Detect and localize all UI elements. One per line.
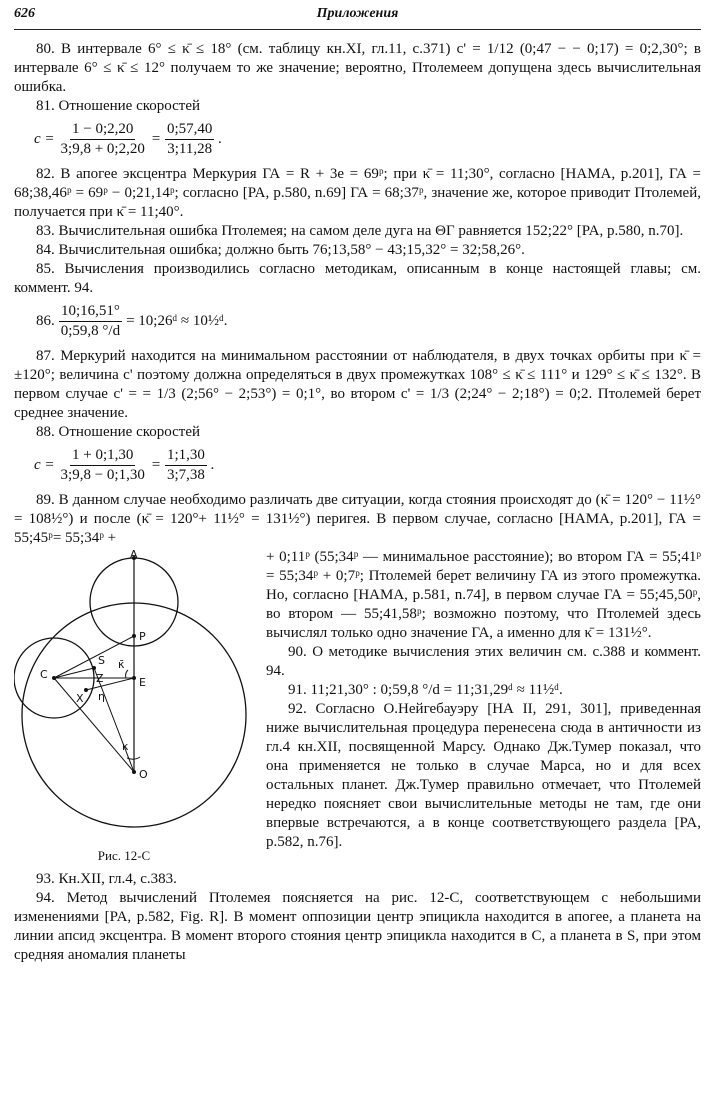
denominator: 3;9,8 − 0;1,30 [60, 467, 145, 483]
note-92: 92. Согласно О.Нейгебауэру [НА II, 291, 301], приведенная ниже вычислительная процедура перенесена сюда в античности из гл.4 кн.XII, посвященной Марсу. Однако Дж.Тумер показал, что она применяется не только в случае Марса, но и для всех остальных планет. Дж.Тумер правильно отмечает, что Птолемей нередко поясняет свои вычислительные методы не там, где они впервые встречаются, а в конце соответствующего раздела [PA, p.582, n.76]. [266, 701, 701, 850]
note-80: 80. В интервале 6° ≤ κ̄ ≤ 18° (см. таблицу кн.XI, гл.11, с.371) c' = 1/12 (0;47 − − 0;17) = 0;2,30°; в интервале 6° ≤ κ̄ ≤ 12° получаем то же значение; вероятно, Птолемеем допущена здесь вычислительная ошибка. [14, 41, 701, 95]
label-o: O [139, 768, 148, 781]
denominator: 3;11,28 [167, 141, 213, 157]
fraction [59, 446, 147, 485]
label-z: Z [96, 672, 104, 685]
label-kbar: κ̄ [118, 658, 125, 671]
page-header [14, 4, 701, 26]
numerator: 1 − 0;2,20 [70, 120, 135, 140]
label-p: P [139, 630, 146, 643]
label-kappa: κ [122, 740, 129, 753]
note-82: 82. В апогее эксцентра Меркурия ГА = R + 3e = 69ᵖ; при κ̄ = 11;30°, согласно [НАМА, p.201], ГА = 68;38,46ᵖ = 69ᵖ − 0;21,14ᵖ; согласно [PA, p.580, n.69] ГА = 68;37ᵖ, значение же, которое приводит Птолемей, получается при κ̄ = 11;40°. [14, 166, 701, 220]
formula-rhs: = 10;26ᵈ ≈ 10½ᵈ. [126, 313, 228, 329]
header-rule [14, 29, 701, 30]
denominator: 3;7,38 [166, 467, 205, 483]
formula-lhs: c = [34, 131, 55, 147]
note-91: 91. 11;21,30° : 0;59,8 °/d = 11;31,29ᵈ ≈ 11½ᵈ. [288, 682, 563, 698]
point-p [132, 634, 136, 638]
epicycle-diagram [14, 550, 256, 850]
note-93: 93. Кн.XII, гл.4, с.383. [36, 871, 177, 887]
formula-88 [34, 446, 701, 485]
note-88: 88. Отношение скоростей [36, 424, 201, 440]
fraction [165, 446, 207, 485]
label-e: E [139, 676, 146, 689]
formula-tail: . [218, 131, 223, 147]
equals-sign: = [150, 131, 161, 147]
fraction [165, 120, 214, 159]
numerator: 10;16,51° [59, 302, 122, 322]
note-87: 87. Меркурий находится на минимальном расстоянии от наблюдателя, в двух точках орбиты при κ̄ = ±120°; величина c' поэтому должна определяться в двух промежутках 108° ≤ κ̄ ≤ 111° и 129° ≤ κ̄ ≤ 132°. В первом случае c' = = 1/3 (2;56° − 2;53°) = 0;1°, во втором c' = 1/3 (2;24° − 2;18°) = 0;2. Птолемей берет среднее значение. [14, 348, 701, 421]
numerator: 1;1,30 [165, 446, 207, 466]
numerator: 0;57,40 [165, 120, 214, 140]
label-s: S [98, 654, 105, 667]
formula-81 [34, 120, 701, 159]
line-c-s [54, 668, 94, 678]
label-eta: η [98, 690, 105, 703]
figure-caption: Рис. 12-С [97, 848, 151, 863]
fraction [59, 120, 147, 159]
note-89-intro: 89. В данном случае необходимо различать две ситуации, когда стояния происходят до (κ̄ = 120° − 11½° = 108½°) и после (κ̄ = 120°+ 11½° = 131½°) перигея. В первом случае, согласно [НАМА, p.201], ГА = 55;45ᵖ= 55;34ᵖ + [14, 492, 701, 546]
denominator: 3;9,8 + 0;2,20 [60, 141, 145, 157]
formula-tail: . [210, 457, 215, 473]
note-86-label: 86. [36, 313, 55, 329]
angle-kbar-arc [126, 670, 128, 678]
label-x: X [76, 692, 84, 705]
numerator: 1 + 0;1,30 [70, 446, 135, 466]
note-83: 83. Вычислительная ошибка Птолемея; на самом деле дуга на ΘГ равняется 152;22° [PA, p.580, n.70]. [36, 223, 684, 239]
note-90: 90. О методике вычисления этих величин см. с.388 и коммент. 94. [266, 644, 701, 679]
formula-lhs: c = [34, 457, 55, 473]
denominator: 0;59,8 °/d [60, 323, 121, 339]
note-85: 85. Вычисления производились согласно методикам, описанным в конце настоящей главы; см. коммент. 94. [14, 261, 701, 296]
point-s [92, 666, 96, 670]
page-number: 626 [14, 6, 35, 21]
note-89-cont: + 0;11ᵖ (55;34ᵖ — минимальное расстояние); во втором ГА = 55;41ᵖ = 55;34ᵖ + 0;7ᵖ; Птолемей берет величину ГА из этого промежутка. Но, согласно [НАМА, p.581, n.74], в первом случае ГА = 55;45,50ᵖ, во втором — 55;41,58ᵖ; возможно поэтому, что Птолемей здесь вычислял только одно значение ГА, а именно для κ̄ = 131½°. [266, 549, 701, 641]
formula-86 [36, 302, 701, 341]
point-c [52, 676, 56, 680]
point-x [84, 688, 88, 692]
note-81: 81. Отношение скоростей [36, 98, 201, 114]
equals-sign: = [150, 457, 161, 473]
page-body [14, 40, 701, 965]
figure-12c [14, 550, 256, 868]
line-c-o [54, 678, 134, 772]
label-c: C [40, 668, 48, 681]
point-o [132, 770, 136, 774]
label-a: A [130, 550, 138, 561]
running-title: Приложения [316, 6, 399, 21]
note-84: 84. Вычислительная ошибка; должно быть 76;13,58° − 43;15,32° = 32;58,26°. [36, 242, 525, 258]
note-94: 94. Метод вычислений Птолемея поясняется на рис. 12-С, соответствующем с небольшими изменениями [PA, p.582, Fig. R]. В момент оппозиции центр эпицикла находится в апогее, а планета на линии апсид эксцентра. В момент второго стояния центр эпицикла находится в C, а планета в S, при этом средняя аномалия планеты [14, 890, 701, 963]
fraction [59, 302, 122, 341]
point-e [132, 676, 136, 680]
